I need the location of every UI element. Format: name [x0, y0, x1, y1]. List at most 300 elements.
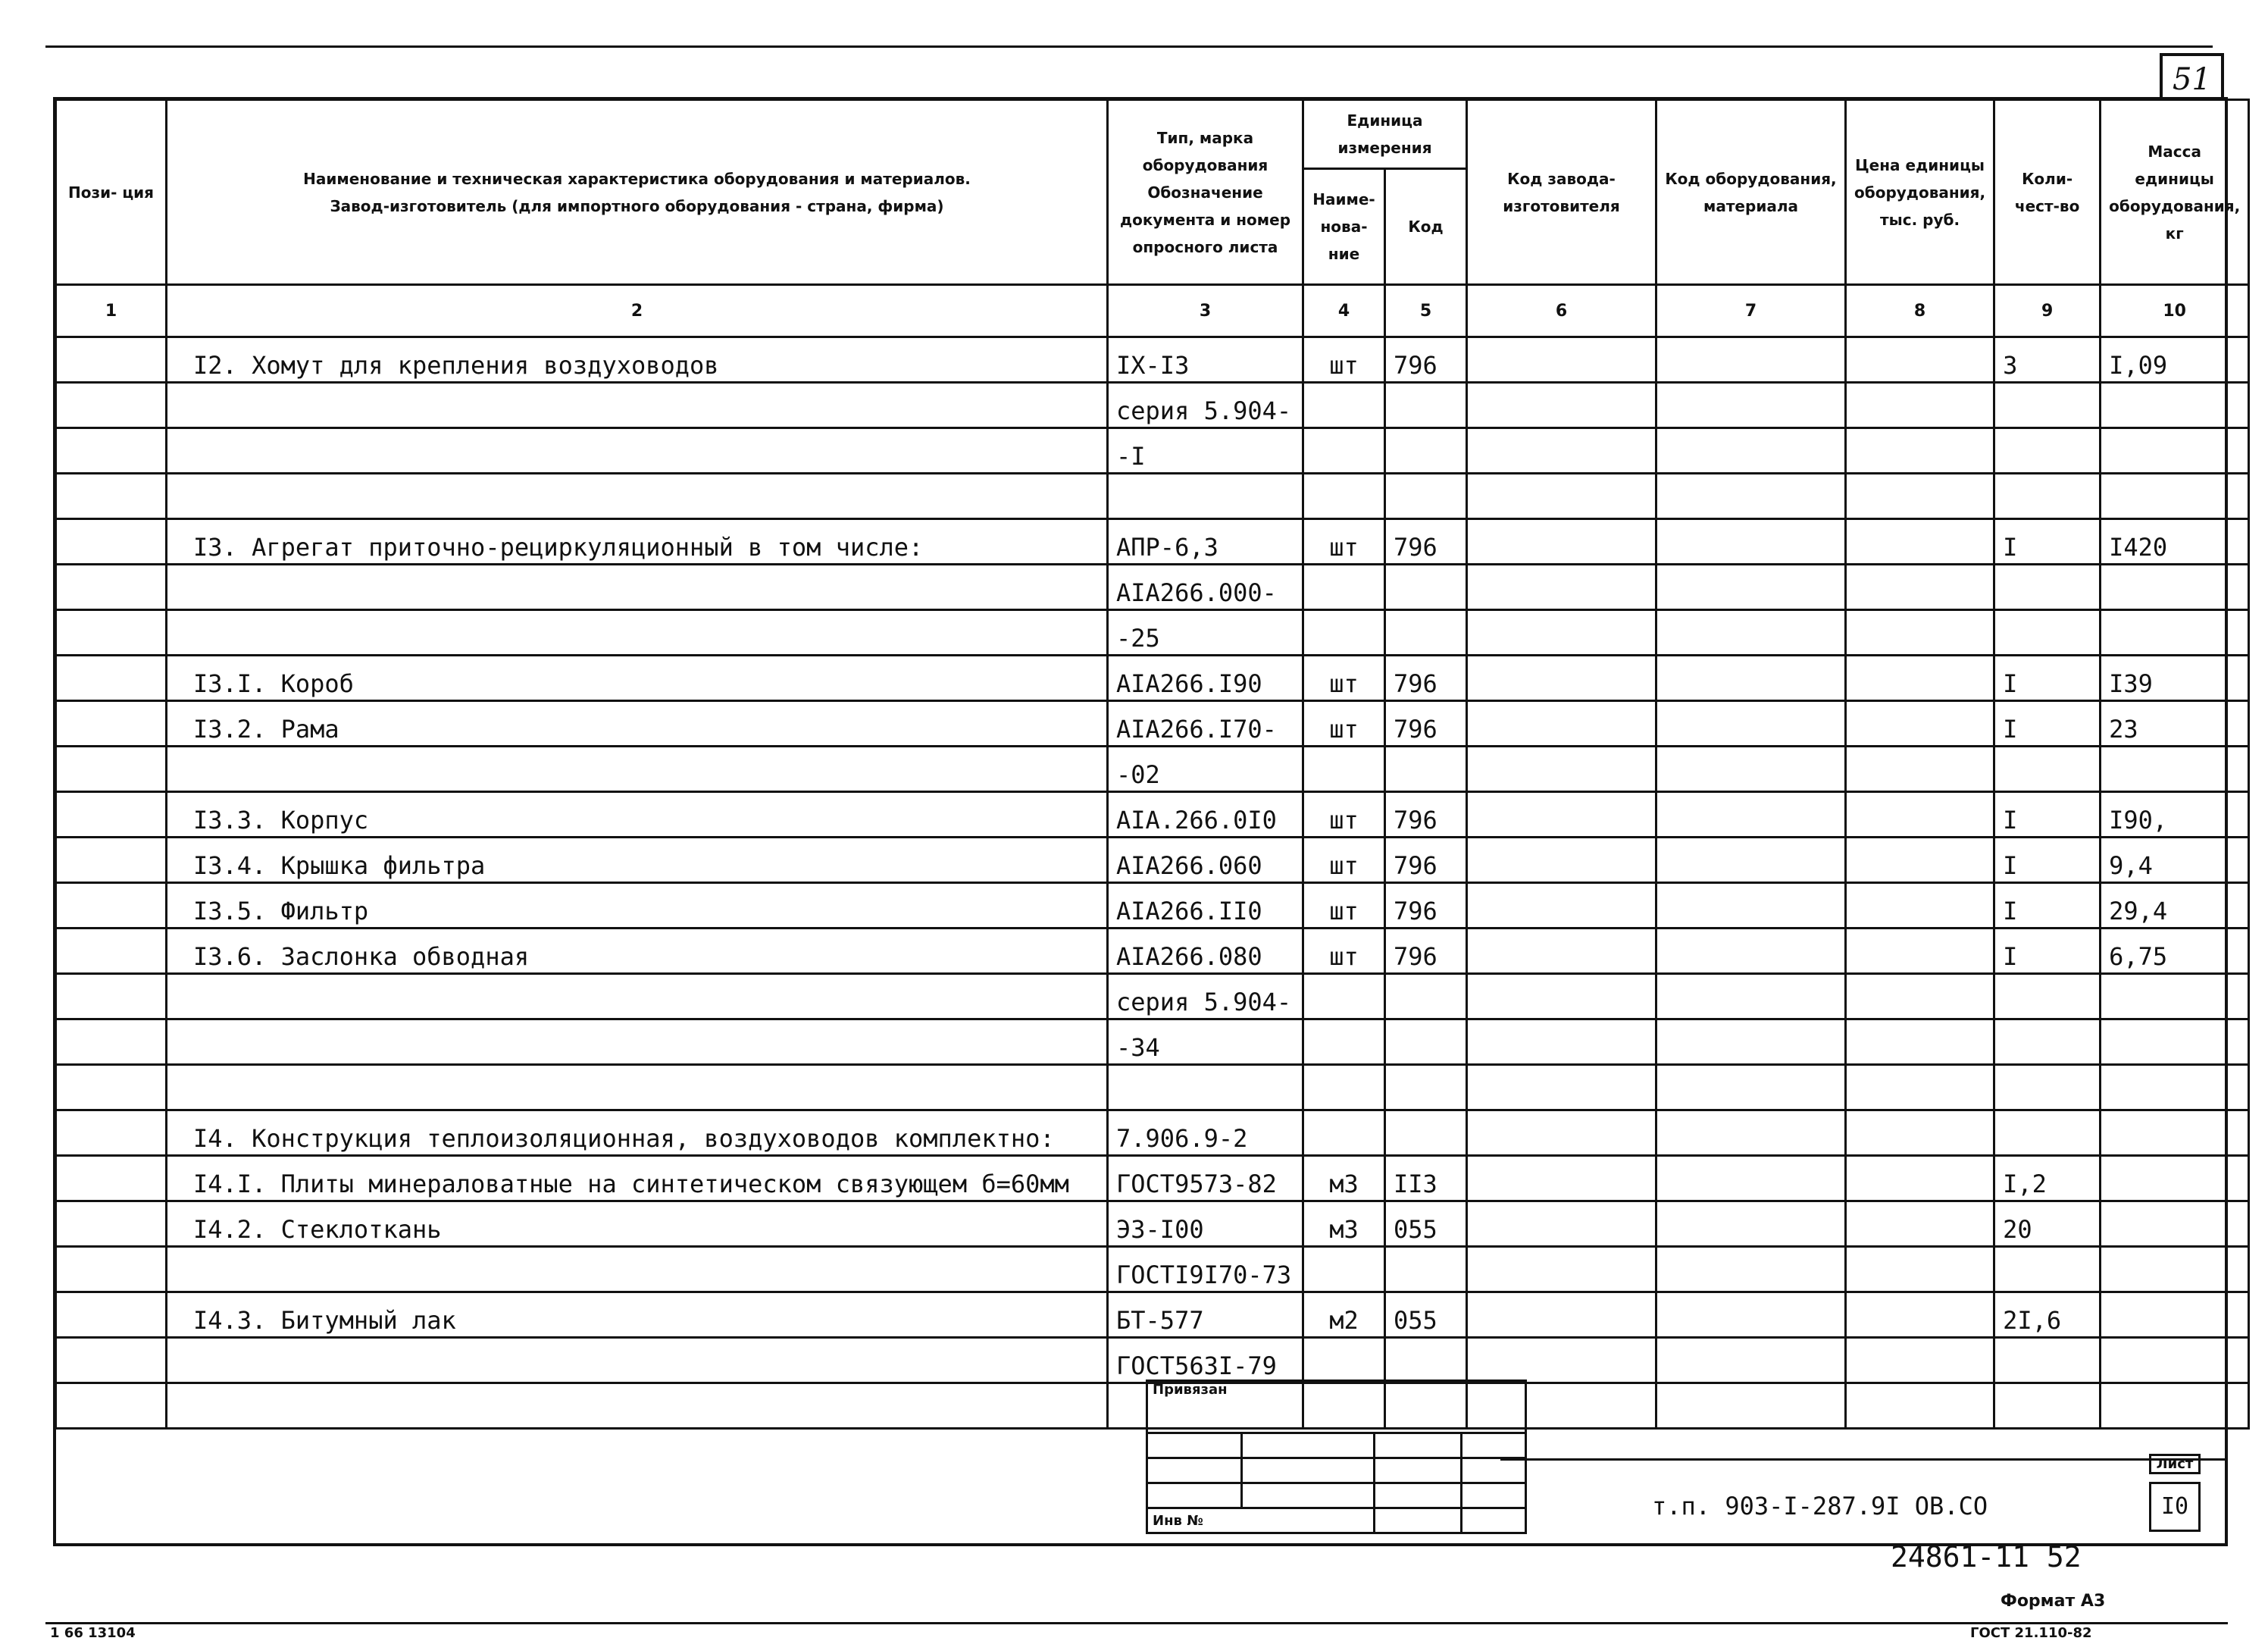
table-cell: I,09 — [2101, 337, 2249, 383]
table-cell — [1656, 565, 1846, 610]
table-cell: AIA266.080 — [1108, 929, 1303, 974]
table-cell — [2101, 747, 2249, 792]
table-cell — [1656, 656, 1846, 701]
table-cell: 20 — [1994, 1201, 2101, 1247]
table-cell — [1467, 1019, 1656, 1065]
stamp-cell — [1462, 1433, 1526, 1458]
table-row — [56, 474, 2249, 519]
table-row — [56, 519, 2249, 565]
table-cell — [1303, 747, 1385, 792]
format-label: Формат А3 — [2001, 1592, 2106, 1611]
stamp-inv-label: Инв № — [1147, 1508, 1375, 1533]
header-unit-name: Наиме-нова-ние — [1303, 169, 1385, 285]
table-row — [56, 792, 2249, 838]
table-cell — [1846, 838, 1994, 883]
table-cell: 796 — [1385, 656, 1467, 701]
col-num: 8 — [1846, 285, 1994, 337]
table-cell — [2101, 1065, 2249, 1110]
table-cell — [2101, 474, 2249, 519]
table-cell — [167, 974, 1108, 1019]
table-cell — [167, 1247, 1108, 1292]
table-cell — [56, 519, 167, 565]
table-cell: I — [1994, 883, 2101, 929]
table-cell — [56, 656, 167, 701]
table-cell — [1467, 519, 1656, 565]
table-row — [56, 1065, 2249, 1110]
table-cell — [1994, 747, 2101, 792]
table-cell — [1385, 747, 1467, 792]
table-cell — [1846, 1201, 1994, 1247]
table-cell — [56, 1338, 167, 1383]
table-cell: I4.I. Плиты минераловатные на синтетическом связующем б=60мм — [167, 1156, 1108, 1201]
table-cell — [1108, 1065, 1303, 1110]
table-cell — [1656, 519, 1846, 565]
table-cell — [56, 1110, 167, 1156]
table-cell: AIA266.I70- — [1108, 701, 1303, 747]
table-cell: 796 — [1385, 838, 1467, 883]
table-cell — [1385, 383, 1467, 428]
table-cell — [1846, 701, 1994, 747]
table-cell — [1385, 1019, 1467, 1065]
table-cell: I90, — [2101, 792, 2249, 838]
stamp-cell — [1242, 1433, 1375, 1458]
table-cell — [1846, 428, 1994, 474]
header-price: Цена единицы оборудования, тыс. руб. — [1846, 100, 1994, 285]
table-row — [56, 1156, 2249, 1201]
table-cell — [1467, 1338, 1656, 1383]
stamp-cell — [1462, 1458, 1526, 1483]
table-cell — [1994, 565, 2101, 610]
table-row — [56, 428, 2249, 474]
table-cell: 796 — [1385, 337, 1467, 383]
table-cell — [167, 1065, 1108, 1110]
table-cell — [1467, 1110, 1656, 1156]
table-cell — [56, 610, 167, 656]
table-cell — [1467, 1156, 1656, 1201]
table-row — [56, 383, 2249, 428]
table-cell — [1467, 1201, 1656, 1247]
table-cell — [2101, 1247, 2249, 1292]
header-unit: Единица измерения — [1303, 100, 1467, 169]
table-row — [56, 1247, 2249, 1292]
table-cell — [1385, 610, 1467, 656]
table-cell: I39 — [2101, 656, 2249, 701]
table-cell: серия 5.904- — [1108, 383, 1303, 428]
header-quantity: Коли-чест-во — [1994, 100, 2101, 285]
table-cell: IX-I3 — [1108, 337, 1303, 383]
table-cell: м3 — [1303, 1156, 1385, 1201]
table-cell: I — [1994, 701, 2101, 747]
table-cell: I4.2. Стеклоткань — [167, 1201, 1108, 1247]
sheet-label: Лист — [2149, 1454, 2201, 1474]
table-cell — [1846, 1292, 1994, 1338]
table-cell — [1994, 1383, 2101, 1429]
stamp-cell — [1242, 1458, 1375, 1483]
table-cell: I — [1994, 792, 2101, 838]
table-cell — [1994, 474, 2101, 519]
table-cell — [56, 883, 167, 929]
table-cell — [56, 1065, 167, 1110]
table-cell — [1108, 474, 1303, 519]
table-cell: ЭЗ-I00 — [1108, 1201, 1303, 1247]
col-num: 5 — [1385, 285, 1467, 337]
table-row — [56, 656, 2249, 701]
header-name-line2: Завод-изготовитель (для импортного оборудования - страна, фирма) — [330, 196, 944, 215]
table-cell — [2101, 1110, 2249, 1156]
table-cell — [56, 383, 167, 428]
column-number-row — [56, 285, 2249, 337]
top-border-line — [45, 45, 2213, 48]
header-type: Тип, марка оборудования Обозначение документа и номер опросного листа — [1108, 100, 1303, 285]
table-cell — [1656, 1247, 1846, 1292]
table-cell — [1385, 974, 1467, 1019]
table-cell: I3. Агрегат приточно-рециркуляционный в том числе: — [167, 519, 1108, 565]
stamp-cell — [1375, 1508, 1462, 1533]
table-cell: шт — [1303, 838, 1385, 883]
col-num: 1 — [56, 285, 167, 337]
table-cell — [1303, 974, 1385, 1019]
table-cell — [2101, 1383, 2249, 1429]
title-block-line — [1500, 1458, 2228, 1461]
table-cell: I3.6. Заслонка обводная — [167, 929, 1108, 974]
table-cell — [1467, 1247, 1656, 1292]
table-cell — [1846, 747, 1994, 792]
table-cell: AIA266.060 — [1108, 838, 1303, 883]
table-cell — [1656, 747, 1846, 792]
table-cell — [1846, 792, 1994, 838]
table-cell: -I — [1108, 428, 1303, 474]
table-cell — [1656, 337, 1846, 383]
table-cell — [1656, 1065, 1846, 1110]
sheet-number: 51 — [2160, 53, 2224, 100]
stamp-cell — [1147, 1458, 1242, 1483]
table-cell: -34 — [1108, 1019, 1303, 1065]
table-cell — [56, 792, 167, 838]
table-cell — [1846, 1338, 1994, 1383]
table-cell — [56, 565, 167, 610]
table-cell — [1994, 383, 2101, 428]
table-cell — [1846, 383, 1994, 428]
header-position: Пози- ция — [56, 100, 167, 285]
stamp-cell — [1147, 1433, 1242, 1458]
table-cell: I — [1994, 519, 2101, 565]
header-equipment-code: Код оборудования, материала — [1656, 100, 1846, 285]
table-cell — [1656, 929, 1846, 974]
table-cell — [1656, 1201, 1846, 1247]
header-name — [167, 100, 1108, 285]
table-row — [56, 565, 2249, 610]
table-cell — [1656, 701, 1846, 747]
table-cell — [1656, 474, 1846, 519]
table-cell: шт — [1303, 656, 1385, 701]
table-cell: шт — [1303, 337, 1385, 383]
table-cell: AIA.266.0I0 — [1108, 792, 1303, 838]
table-cell — [1467, 1065, 1656, 1110]
table-cell — [56, 1201, 167, 1247]
table-cell — [56, 1292, 167, 1338]
col-num: 6 — [1467, 285, 1656, 337]
table-cell — [1385, 1247, 1467, 1292]
table-cell — [167, 565, 1108, 610]
table-cell: шт — [1303, 883, 1385, 929]
table-cell: I — [1994, 929, 2101, 974]
table-cell: м2 — [1303, 1292, 1385, 1338]
table-cell — [1385, 1110, 1467, 1156]
table-cell — [1467, 337, 1656, 383]
table-cell — [1846, 474, 1994, 519]
table-cell — [1656, 974, 1846, 1019]
table-cell: I4. Конструкция теплоизоляционная, воздуховодов комплектно: — [167, 1110, 1108, 1156]
table-cell — [1846, 565, 1994, 610]
table-cell: I3.I. Короб — [167, 656, 1108, 701]
table-row — [56, 838, 2249, 883]
table-cell — [1846, 974, 1994, 1019]
approval-stamp — [1146, 1380, 1527, 1534]
stamp-cell — [1375, 1458, 1462, 1483]
header-maker-code: Код завода-изготовителя — [1467, 100, 1656, 285]
col-num: 4 — [1303, 285, 1385, 337]
specification-table — [55, 99, 2250, 1430]
table-row — [56, 1292, 2249, 1338]
table-cell — [1303, 428, 1385, 474]
table-cell: 796 — [1385, 701, 1467, 747]
table-cell — [2101, 1019, 2249, 1065]
table-cell — [1385, 1338, 1467, 1383]
table-cell — [1846, 1019, 1994, 1065]
table-cell: 796 — [1385, 792, 1467, 838]
table-row — [56, 610, 2249, 656]
table-cell: 055 — [1385, 1292, 1467, 1338]
table-cell: ГОСТ9573-82 — [1108, 1156, 1303, 1201]
table-cell: 796 — [1385, 519, 1467, 565]
table-cell — [1994, 428, 2101, 474]
table-cell: АПР-6,3 — [1108, 519, 1303, 565]
table-row — [56, 747, 2249, 792]
table-row — [56, 701, 2249, 747]
table-cell — [2101, 428, 2249, 474]
table-cell — [1656, 1156, 1846, 1201]
header-unit-code: Код — [1385, 169, 1467, 285]
table-cell: I — [1994, 656, 2101, 701]
handwritten-number: 24861-11 52 — [1891, 1540, 2082, 1574]
table-cell — [1467, 701, 1656, 747]
table-cell — [56, 929, 167, 974]
table-cell — [1656, 1110, 1846, 1156]
table-cell: I3.4. Крышка фильтра — [167, 838, 1108, 883]
table-cell — [1467, 383, 1656, 428]
table-cell — [56, 1156, 167, 1201]
table-cell — [1303, 1338, 1385, 1383]
table-cell — [56, 337, 167, 383]
table-cell: I3.2. Рама — [167, 701, 1108, 747]
table-cell — [56, 838, 167, 883]
table-cell: AIA266.II0 — [1108, 883, 1303, 929]
table-cell — [1994, 610, 2101, 656]
table-cell — [1303, 1065, 1385, 1110]
table-cell: м3 — [1303, 1201, 1385, 1247]
table-cell — [1467, 883, 1656, 929]
table-row — [56, 1338, 2249, 1383]
header-mass: Масса единицы оборудования, кг — [2101, 100, 2249, 285]
table-cell: шт — [1303, 792, 1385, 838]
table-cell — [1994, 1110, 2101, 1156]
table-cell — [1303, 610, 1385, 656]
table-cell — [1846, 1065, 1994, 1110]
table-cell — [1467, 792, 1656, 838]
table-cell — [1656, 1383, 1846, 1429]
table-cell: серия 5.904- — [1108, 974, 1303, 1019]
table-cell — [1467, 974, 1656, 1019]
table-cell: 796 — [1385, 929, 1467, 974]
table-cell: II3 — [1385, 1156, 1467, 1201]
table-cell: 055 — [1385, 1201, 1467, 1247]
table-cell — [1656, 1338, 1846, 1383]
footer-left: 1 66 13104 — [50, 1625, 136, 1641]
table-cell — [1303, 383, 1385, 428]
table-cell: I3.3. Корпус — [167, 792, 1108, 838]
table-cell — [167, 383, 1108, 428]
table-cell — [1656, 1292, 1846, 1338]
stamp-cell — [1147, 1483, 1242, 1508]
table-cell — [2101, 1292, 2249, 1338]
table-cell — [1385, 428, 1467, 474]
table-cell — [1656, 838, 1846, 883]
header-name-line1: Наименование и техническая характеристика оборудования и материалов. — [303, 169, 971, 188]
col-num: 10 — [2101, 285, 2249, 337]
document-id: т.п. 903-I-287.9I ОВ.СО — [1652, 1492, 1988, 1520]
table-cell — [1994, 974, 2101, 1019]
table-cell: I3.5. Фильтр — [167, 883, 1108, 929]
table-cell — [1846, 1110, 1994, 1156]
table-cell — [1656, 1019, 1846, 1065]
table-cell: AIA266.000- — [1108, 565, 1303, 610]
table-cell — [167, 1383, 1108, 1429]
table-cell — [1656, 610, 1846, 656]
table-cell — [1385, 474, 1467, 519]
table-cell — [1656, 383, 1846, 428]
table-cell — [1846, 1156, 1994, 1201]
table-cell — [1303, 1247, 1385, 1292]
table-cell: -25 — [1108, 610, 1303, 656]
table-cell — [1467, 1292, 1656, 1338]
table-cell — [2101, 974, 2249, 1019]
table-cell: шт — [1303, 929, 1385, 974]
table-cell — [1467, 610, 1656, 656]
table-cell — [1994, 1019, 2101, 1065]
col-num: 9 — [1994, 285, 2101, 337]
table-cell: 9,4 — [2101, 838, 2249, 883]
table-cell: 29,4 — [2101, 883, 2249, 929]
table-cell — [1846, 883, 1994, 929]
table-cell — [1846, 1383, 1994, 1429]
table-cell — [56, 474, 167, 519]
table-cell: БТ-577 — [1108, 1292, 1303, 1338]
table-row — [56, 1019, 2249, 1065]
stamp-cell — [1375, 1483, 1462, 1508]
table-cell — [56, 701, 167, 747]
table-cell: I2. Хомут для крепления воздуховодов — [167, 337, 1108, 383]
table-cell — [1846, 1247, 1994, 1292]
table-cell — [2101, 610, 2249, 656]
table-cell — [167, 747, 1108, 792]
table-cell: шт — [1303, 701, 1385, 747]
col-num: 7 — [1656, 285, 1846, 337]
table-cell: 6,75 — [2101, 929, 2249, 974]
stamp-cell — [1462, 1483, 1526, 1508]
table-cell: 23 — [2101, 701, 2249, 747]
table-cell: I,2 — [1994, 1156, 2101, 1201]
table-cell: 2I,6 — [1994, 1292, 2101, 1338]
table-cell — [1846, 519, 1994, 565]
table-row — [56, 974, 2249, 1019]
table-cell — [1303, 1019, 1385, 1065]
table-cell — [167, 474, 1108, 519]
footer-right: ГОСТ 21.110-82 — [1970, 1625, 2092, 1641]
table-cell — [1303, 1110, 1385, 1156]
table-cell: I4.3. Битумный лак — [167, 1292, 1108, 1338]
table-cell — [1994, 1338, 2101, 1383]
table-cell — [1467, 747, 1656, 792]
table-cell — [1303, 474, 1385, 519]
table-cell — [1656, 428, 1846, 474]
table-cell: шт — [1303, 519, 1385, 565]
table-cell — [1994, 1065, 2101, 1110]
table-cell — [1385, 565, 1467, 610]
table-row — [56, 337, 2249, 383]
table-cell: ГОСТI9I70-73 — [1108, 1247, 1303, 1292]
col-num: 2 — [167, 285, 1108, 337]
table-cell — [1846, 337, 1994, 383]
stamp-bound-label: Привязан — [1147, 1381, 1526, 1433]
table-cell — [167, 1338, 1108, 1383]
table-cell: ГОСТ563I-79 — [1108, 1338, 1303, 1383]
table-cell — [1467, 838, 1656, 883]
table-cell: I420 — [2101, 519, 2249, 565]
table-cell — [1656, 792, 1846, 838]
table-row — [56, 1110, 2249, 1156]
table-cell: I — [1994, 838, 2101, 883]
table-cell — [2101, 1156, 2249, 1201]
table-cell — [1467, 428, 1656, 474]
table-cell — [56, 428, 167, 474]
table-cell — [1846, 610, 1994, 656]
table-cell — [1467, 929, 1656, 974]
table-cell: 3 — [1994, 337, 2101, 383]
header-row — [56, 100, 2249, 169]
table-cell — [56, 747, 167, 792]
table-cell — [167, 610, 1108, 656]
table-cell — [167, 1019, 1108, 1065]
table-cell — [1303, 565, 1385, 610]
table-cell — [56, 1247, 167, 1292]
specification-body — [56, 337, 2249, 1429]
table-cell: 796 — [1385, 883, 1467, 929]
table-row — [56, 883, 2249, 929]
sheet-value: I0 — [2149, 1482, 2201, 1532]
table-row — [56, 929, 2249, 974]
table-cell — [1467, 565, 1656, 610]
table-cell — [1385, 1065, 1467, 1110]
table-cell — [1656, 883, 1846, 929]
table-cell — [56, 1019, 167, 1065]
col-num: 3 — [1108, 285, 1303, 337]
table-cell — [56, 1383, 167, 1429]
table-cell — [1846, 929, 1994, 974]
table-cell — [1467, 474, 1656, 519]
table-cell — [1846, 656, 1994, 701]
table-cell — [2101, 1201, 2249, 1247]
stamp-cell — [1375, 1433, 1462, 1458]
